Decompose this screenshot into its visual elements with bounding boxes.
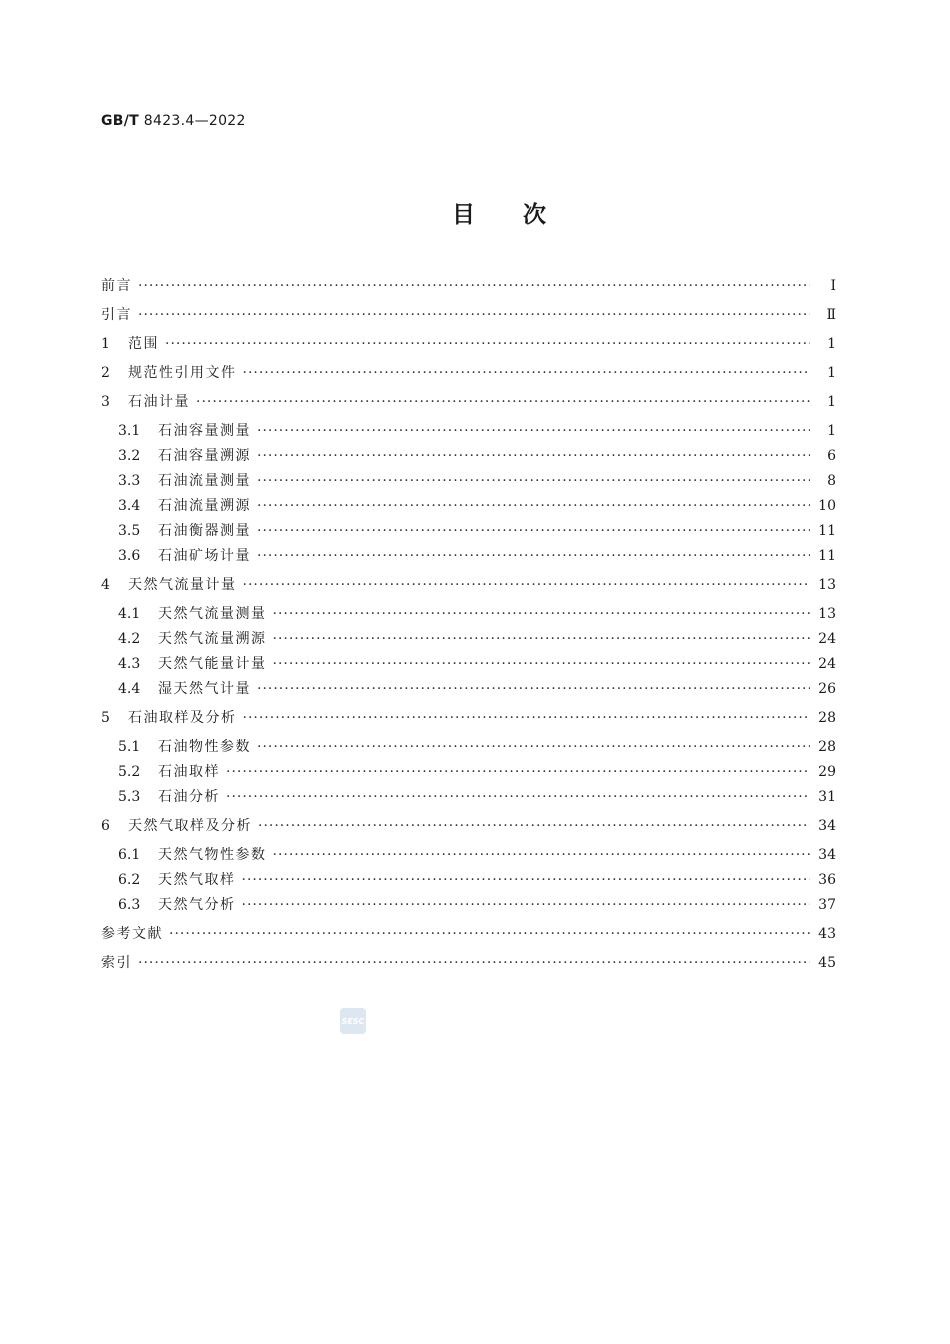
toc-entry[interactable] — [101, 520, 836, 545]
toc-entry-number: 4.3 — [118, 656, 141, 672]
toc-entry-label: 天然气能量计量 — [158, 656, 267, 672]
toc-entry[interactable] — [101, 653, 836, 678]
toc-entry-page: 1 — [827, 336, 836, 352]
toc-entry-number: 3.6 — [118, 548, 141, 564]
toc-entry-number: 3 — [101, 394, 110, 410]
toc-entry[interactable] — [101, 707, 836, 736]
toc-entry-number: 5.2 — [118, 764, 141, 780]
toc-entry-number: 4 — [101, 577, 110, 593]
toc-entry-page: Ⅱ — [826, 307, 836, 323]
toc-entry-label: 石油流量溯源 — [158, 498, 251, 514]
toc-entry-page: 29 — [818, 764, 836, 780]
toc-entry-page: 26 — [818, 681, 836, 697]
toc-dot-leader — [257, 739, 810, 755]
toc-entry-number: 2 — [101, 365, 110, 381]
toc-entry-page: 1 — [827, 423, 836, 439]
toc-dot-leader — [257, 448, 810, 464]
toc-entry-label: 石油矿场计量 — [158, 548, 251, 564]
toc-entry-label: 引言 — [101, 307, 132, 323]
toc-entry-label: 前言 — [101, 278, 132, 294]
toc-entry[interactable] — [101, 574, 836, 603]
toc-entry-page: 11 — [818, 523, 836, 539]
toc-entry-page: 28 — [818, 739, 836, 755]
toc-entry-page: 6 — [827, 448, 836, 464]
toc-entry-number: 3.3 — [118, 473, 141, 489]
watermark-text: SESC — [341, 1016, 365, 1026]
toc-dot-leader — [165, 336, 810, 352]
toc-dot-leader — [273, 631, 811, 647]
toc-dot-leader — [257, 523, 810, 539]
toc-dot-leader — [257, 681, 810, 697]
toc-dot-leader — [242, 897, 811, 913]
toc-entry-number: 5.1 — [118, 739, 141, 755]
toc-entry[interactable] — [101, 420, 836, 445]
toc-entry-label: 石油计量 — [128, 394, 190, 410]
toc-entry-page: 11 — [818, 548, 836, 564]
toc-entry[interactable] — [101, 333, 836, 362]
toc-entry-number: 4.4 — [118, 681, 141, 697]
toc-entry-number: 3.5 — [118, 523, 141, 539]
toc-entry[interactable] — [101, 603, 836, 628]
toc-entry-page: 8 — [827, 473, 836, 489]
toc-entry-label: 参考文献 — [101, 926, 163, 942]
toc-dot-leader — [226, 789, 810, 805]
toc-entry-label: 规范性引用文件 — [128, 365, 237, 381]
toc-dot-leader — [196, 394, 810, 410]
toc-dot-leader — [242, 872, 811, 888]
toc-dot-leader — [273, 606, 811, 622]
toc-entry-label: 天然气取样及分析 — [128, 818, 252, 834]
toc-dot-leader — [243, 710, 811, 726]
toc-entry-label: 石油容量溯源 — [158, 448, 251, 464]
toc-entry-page: 28 — [818, 710, 836, 726]
toc-dot-leader — [257, 473, 810, 489]
toc-entry-label: 石油流量测量 — [158, 473, 251, 489]
watermark-logo — [340, 1008, 366, 1034]
standard-prefix: GB/T — [101, 113, 140, 129]
toc-dot-leader — [243, 365, 811, 381]
toc-dot-leader — [273, 847, 811, 863]
toc-entry-label: 湿天然气计量 — [158, 681, 251, 697]
toc-entry-label: 天然气流量计量 — [128, 577, 237, 593]
toc-entry[interactable] — [101, 545, 836, 570]
toc-entry-number: 5 — [101, 710, 110, 726]
toc-entry-label: 天然气物性参数 — [158, 847, 267, 863]
toc-entry-label: 索引 — [101, 955, 132, 971]
toc-entry-page: 34 — [818, 818, 836, 834]
toc-entry-number: 6 — [101, 818, 110, 834]
toc-entry[interactable] — [101, 445, 836, 470]
toc-entry-page: 24 — [818, 656, 836, 672]
toc-entry-number: 6.3 — [118, 897, 141, 913]
toc-dot-leader — [169, 926, 810, 942]
toc-entry[interactable] — [101, 470, 836, 495]
toc-entry[interactable] — [101, 761, 836, 786]
toc-entry-label: 石油容量测量 — [158, 423, 251, 439]
toc-entry-page: 43 — [818, 926, 836, 942]
toc-entry[interactable] — [101, 923, 836, 952]
toc-entry[interactable] — [101, 275, 836, 304]
toc-entry-page: 1 — [827, 394, 836, 410]
toc-entry-label: 石油分析 — [158, 789, 220, 805]
toc-dot-leader — [243, 577, 811, 593]
standard-code — [101, 113, 246, 129]
toc-entry-page: 24 — [818, 631, 836, 647]
toc-entry[interactable] — [101, 952, 836, 981]
toc-entry[interactable] — [101, 304, 836, 333]
toc-entry-page: 37 — [818, 897, 836, 913]
toc-entry-label: 石油取样 — [158, 764, 220, 780]
toc-entry[interactable] — [101, 815, 836, 844]
toc-entry-number: 3.1 — [118, 423, 141, 439]
toc-entry[interactable] — [101, 736, 836, 761]
toc-dot-leader — [257, 498, 810, 514]
toc-entry-label: 石油衡器测量 — [158, 523, 251, 539]
toc-dot-leader — [258, 818, 810, 834]
toc-entry-number: 6.2 — [118, 872, 141, 888]
toc-entry-page: 13 — [818, 606, 836, 622]
toc-entry[interactable] — [101, 391, 836, 420]
toc-entry[interactable] — [101, 844, 836, 869]
toc-entry-label: 天然气取样 — [158, 872, 236, 888]
toc-entry-number: 3.2 — [118, 448, 141, 464]
toc-entry-page: 1 — [827, 365, 836, 381]
toc-entry-number: 5.3 — [118, 789, 141, 805]
toc-dot-leader — [257, 423, 810, 439]
toc-dot-leader — [226, 764, 810, 780]
page-title: 目次 — [452, 202, 594, 228]
toc-entry-number: 6.1 — [118, 847, 141, 863]
toc-dot-leader — [273, 656, 811, 672]
toc-entry-page: 45 — [818, 955, 836, 971]
toc-entry[interactable] — [101, 894, 836, 919]
toc-entry-label: 石油取样及分析 — [128, 710, 237, 726]
toc-entry-number: 4.2 — [118, 631, 141, 647]
toc-entry-page: 36 — [818, 872, 836, 888]
toc-entry-number: 1 — [101, 336, 110, 352]
toc-entry[interactable] — [101, 628, 836, 653]
toc-entry-page: 31 — [818, 789, 836, 805]
toc-entry-page: 10 — [818, 498, 836, 514]
toc-entry-label: 天然气流量测量 — [158, 606, 267, 622]
toc-entry-label: 天然气流量溯源 — [158, 631, 267, 647]
toc-dot-leader — [138, 955, 810, 971]
toc-entry[interactable] — [101, 786, 836, 811]
toc-dot-leader — [257, 548, 810, 564]
toc-entry-number: 4.1 — [118, 606, 141, 622]
toc-entry[interactable] — [101, 362, 836, 391]
toc-entry-label: 天然气分析 — [158, 897, 236, 913]
toc-entry-number: 3.4 — [118, 498, 141, 514]
toc-entry-label: 范围 — [128, 336, 159, 352]
toc-entry-page: 34 — [818, 847, 836, 863]
table-of-contents — [101, 275, 836, 981]
toc-entry-page: Ⅰ — [830, 278, 836, 294]
toc-dot-leader — [138, 307, 810, 323]
standard-number: 8423.4—2022 — [143, 113, 246, 129]
toc-entry-page: 13 — [818, 577, 836, 593]
toc-entry[interactable] — [101, 495, 836, 520]
toc-dot-leader — [138, 278, 810, 294]
toc-entry[interactable] — [101, 678, 836, 703]
toc-entry[interactable] — [101, 869, 836, 894]
toc-entry-label: 石油物性参数 — [158, 739, 251, 755]
